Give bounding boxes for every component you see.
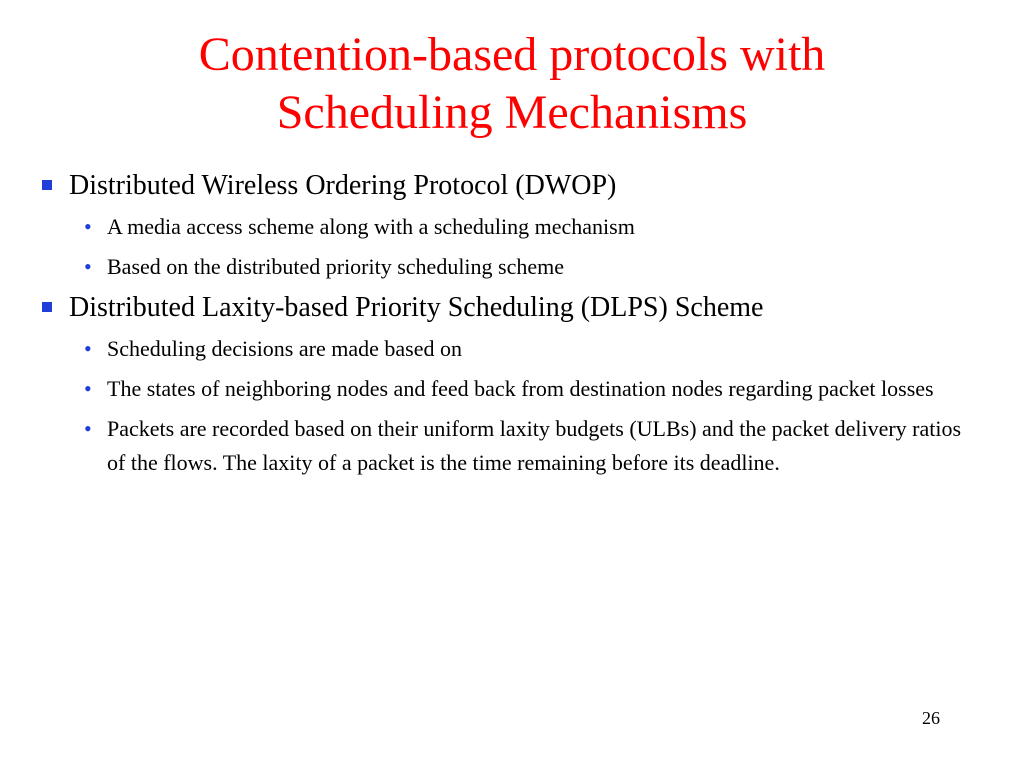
list-item-text: Packets are recorded based on their uniform laxity budgets (ULBs) and the packet delivery ratios of the flows. The laxity of a packet is the time remaining before its deadline. — [107, 416, 962, 475]
square-bullet-icon — [42, 302, 52, 312]
list-item — [42, 372, 982, 406]
list-item — [42, 332, 982, 366]
dot-bullet-icon: • — [84, 376, 92, 401]
section-heading-dwop — [42, 168, 982, 204]
list-item — [42, 250, 982, 284]
slide-content — [42, 168, 982, 486]
list-item — [42, 412, 982, 480]
list-item-text: Scheduling decisions are made based on — [107, 336, 462, 361]
dot-bullet-icon: • — [84, 214, 92, 239]
dot-bullet-icon: • — [84, 254, 92, 279]
list-item-text: A media access scheme along with a scheduling mechanism — [107, 214, 635, 239]
section-heading-text: Distributed Wireless Ordering Protocol (DWOP) — [69, 170, 617, 201]
slide-title-line-1: Contention-based protocols with — [198, 28, 826, 81]
list-item-text: Based on the distributed priority scheduling scheme — [107, 254, 565, 279]
section-heading-dlps — [42, 290, 982, 326]
list-item — [42, 210, 982, 244]
dot-bullet-icon: • — [84, 416, 92, 441]
list-item-text: The states of neighboring nodes and feed back from destination nodes regarding packet losses — [107, 376, 934, 401]
square-bullet-icon — [42, 180, 52, 190]
section-heading-text: Distributed Laxity-based Priority Scheduling (DLPS) Scheme — [69, 292, 764, 323]
slide-title-line-2: Scheduling Mechanisms — [276, 86, 748, 139]
dot-bullet-icon: • — [84, 336, 92, 361]
page-number: 26 — [922, 708, 940, 728]
slide-title — [60, 26, 964, 142]
